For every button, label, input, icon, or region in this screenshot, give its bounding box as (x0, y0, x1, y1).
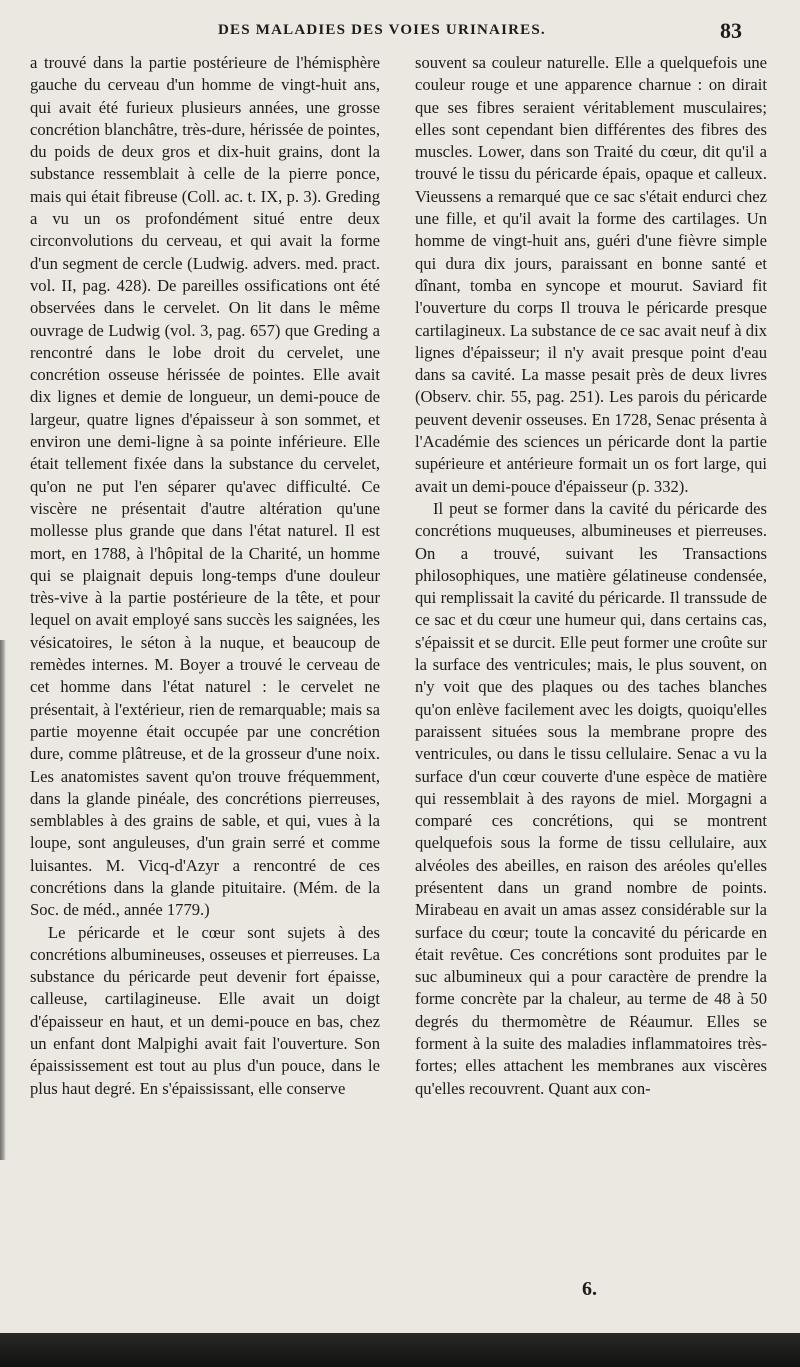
page-number: 83 (720, 18, 742, 43)
left-column (30, 52, 380, 1100)
left-paragraph-2: Le péricarde et le cœur sont sujets à des concrétions albumineuses, osseuses et pierreuses. La substance du péricarde peut devenir fort épaisse, calleuse, cartilagineuse. Elle avait un doigt d'épaisseur en haut, et un demi-pouce en bas, chez un enfant dont Malpighi avait fait l'ouverture. Son épaississement est tout au plus d'un pouce, dans le plus haut degré. En s'épaississant, elle conserve (30, 922, 380, 1098)
binding-shadow (0, 640, 6, 1160)
page-header (0, 18, 800, 46)
running-title: DES MALADIES DES VOIES URINAIRES. (218, 22, 546, 38)
right-paragraph-1: souvent sa couleur naturelle. Elle a quelquefois une couleur rouge et une apparence charnue : on dirait que ses fibres seraient véritablement musculaires; elles sont cependant bien différentes des fibres des muscles. Lower, dans son Traité du cœur, dit qu'il a trouvé le tissu du péricarde épais, opaque et calleux. Vieussens a remarqué que ce sac s'était endurci chez une fille, et qu'il avait la forme des cartilages. Un homme de vingt-huit ans, guéri d'une fièvre simple qui dura dix jours, paraissant en bonne santé et dînant, tomba en syncope et mourut. Saviard fit l'ouverture du corps Il trouva le péricarde presque cartilagineux. La substance de ce sac avait neuf à dix lignes d'épaisseur; il n'y avait presque point d'eau dans sa cavité. La masse pesait près de deux livres (Observ. chir. 55, pag. 251). Les parois du péricarde peuvent devenir osseuses. En 1728, Senac présenta à l'Académie des sciences un péricarde dont la partie supérieure et antérieure formait un os fort large, qui avait un demi-pouce d'épaisseur (p. 332). (415, 53, 767, 496)
left-paragraph-1: a trouvé dans la partie postérieure de l'hémisphère gauche du cerveau d'un homme de vingt-huit ans, qui avait été furieux plusieurs années, une grosse concrétion blanchâtre, très-dure, hérissée de pointes, du poids de deux gros et dix-huit grains, dont la substance ressemblait à celle de la pierre ponce, mais qui était fibreuse (Coll. ac. t. IX, p. 3). Greding a vu un os profondément situé entre deux circonvolutions du cerveau, et qui avait la forme d'un segment de cercle (Ludwig. advers. med. pract. vol. II, pag. 428). De pareilles ossifications ont été observées dans le cervelet. On lit dans le même ouvrage de Ludwig (vol. 3, pag. 657) que Greding a rencontré dans le lobe droit du cervelet, une concrétion osseuse hérissée de pointes. Elle avait dix lignes et demie de longueur, un demi-pouce de largeur, quatre lignes d'épaisseur à son sommet, et environ une demi-ligne à sa pointe inférieure. Elle était tellement fixée dans la substance du cervelet, qu'on ne put l'en séparer qu'avec difficulté. Ce viscère ne présentait d'autre altération qu'une mollesse plus grande que dans l'état naturel. Il est mort, en 1788, à l'hôpital de la Charité, un homme qui se plaignait depuis long-temps d'une douleur très-vive à la partie postérieure de la tête, et pour lequel on avait employé sans succès les saignées, les vésicatoires, le séton à la nuque, et beaucoup de remèdes internes. M. Boyer a trouvé le cerveau de cet homme dans l'état naturel : le cervelet ne présentait, à l'extérieur, rien de remarquable; mais sa partie moyenne était occupée par une concrétion dure, comme plâtreuse, et de la grosseur d'une noix. Les anatomistes savent qu'on trouve fréquemment, dans la glande pinéale, des concrétions pierreuses, semblables à des grains de sable, et qui, vues à la loupe, sont anguleuses, d'un grain serré et comme luisantes. M. Vicq-d'Azyr a rencontré de ces concrétions dans la glande pituitaire. (Mém. de la Soc. de méd., année 1779.) (30, 53, 380, 920)
right-paragraph-2: Il peut se former dans la cavité du péricarde des concrétions muqueuses, albumineuses et pierreuses. On a trouvé, suivant les Transactions philosophiques, une matière gélatineuse condensée, qui remplissait la cavité du péricarde. Il transsude de ce sac et du cœur une humeur qui, dans certains cas, s'épaissit et se durcit. Elle peut former une croûte sur la surface des ventricules; mais, le plus souvent, on n'y voit que des plaques ou des taches blanches qu'on enlève facilement avec les doigts, quoiqu'elles paraissent situées sous la membrane propre des ventricules, ou dans le tissu cellulaire. Senac a vu la surface d'un cœur couverte d'une espèce de matière qui ressemblait à des rayons de miel. Morgagni a comparé ces concrétions, qui se montrent quelquefois sous la forme de tissu cellulaire, aux alvéoles des abeilles, en raison des aréoles qu'elles présentent dans un grand nombre de points. Mirabeau en avait un amas assez considérable sur la surface du cœur; toute la concavité du péricarde en était revêtue. Ces concrétions sont produites par le suc albumineux qui a pour caractère de prendre la forme concrète par la chaleur, au terme de 48 à 50 degrés du thermomètre de Réaumur. Elles se forment à la suite des maladies inflammatoires très-fortes; elles attachent les membranes aux viscères qu'elles recouvrent. Quant aux con- (415, 498, 767, 1098)
signature-mark: 6. (582, 1278, 597, 1300)
scan-bottom-edge (0, 1333, 800, 1367)
right-column (415, 52, 767, 1100)
